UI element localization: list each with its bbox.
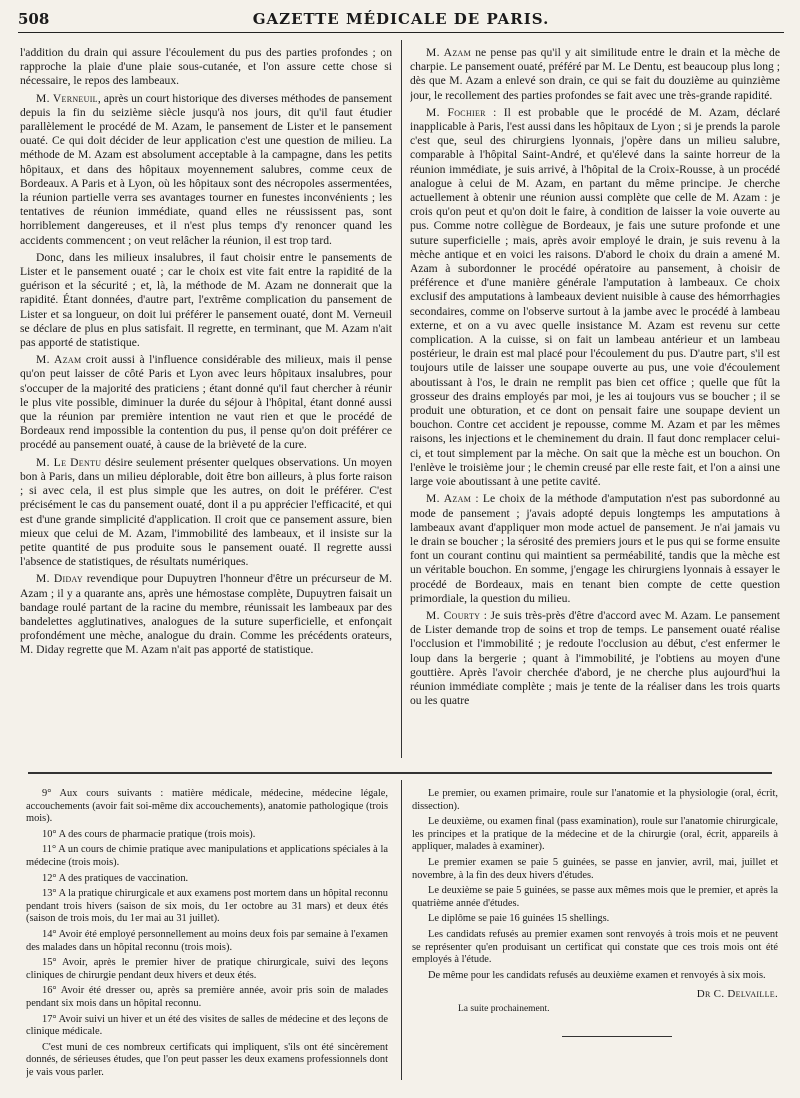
paragraph [20, 456, 392, 570]
list-item: 9° Aux cours suivants : matière médicale, médecine, médecine légale, accouchements (avoir fait soi-même dix accouchements), anatomie pathologique (trois mois). [26, 788, 388, 825]
paragraph: Donc, dans les milieux insalubres, il faut choisir entre le pansements de Lister et le pansement ouaté ; car le choix est vite fait entre la rapidité de la guérison et la sécurité ; et, là, la méthode de M. Azam ne donnerait que la rapidité. Étant données, d'autre part, l'extrême complication du pansement de Lister et sa longueur, on doit lui préférer le pansement ouaté, dont M. Verneuil se déclare de plus en plus satisfait. Il regrette, en terminant, que M. Azam n'ait pas apporté de statistique. [20, 250, 392, 350]
paragraph [410, 46, 780, 103]
paragraph: Le diplôme se paie 16 guinées 15 shellings. [428, 913, 610, 925]
paragraph [410, 492, 780, 606]
closing-paragraph: C'est muni de ces nombreux certificats qui impliquent, s'ils ont été sincèrement donnés, de sérieuses études, que l'on peut passer les deux examens professionnels dont je vais vous parler. [26, 1041, 388, 1078]
paragraph [410, 106, 780, 489]
list-item: 15° Avoir, après le premier hiver de pratique chirurgicale, suivi des leçons cliniques de chirurgie pendant deux hivers et deux étés. [26, 957, 388, 981]
section-divider [28, 772, 772, 774]
paragraph: Le deuxième se paie 5 guinées, se passe aux mêmes mois que le premier, et après la quatrième année d'études. [412, 885, 778, 909]
paragraph: De même pour les candidats refusés au deuxième examen et renvoyés à six mois. [428, 969, 766, 981]
speaker-name: M. Verneuil [36, 91, 98, 105]
end-rule [562, 1036, 672, 1038]
list-item: 16° Avoir été dresser ou, après sa première année, avoir pris soin de malades pendant six mois dans un hôpital reconnu. [26, 985, 388, 1009]
speaker-text: : Je suis très-près d'être d'accord avec M. Azam. Le pansement de Lister demande trop de soins et trop de temps. Le pansement ouaté réalise l'occlusion et l'immobilité ; je redoute l'occlusion au début, c'est enfermer le loup dans la bergerie ; quant à l'immobilité, je l'obtiens au moyen d'une gouttière. Après l'avoir cherchée d'abord, je ne cherche plus aujourd'hui la réunion immédiate complète ; mais je tente de la réaliser dans les trois quarts ou les quatre [410, 608, 780, 708]
speaker-text: : Il est probable que le procédé de M. Azam, déclaré inapplicable à Paris, l'est aussi dans les hôpitaux de Lyon ; si je prends la parole c'est que, seul des chirurgiens lyonnais, j'opère dans un milieu salubre, comparable à l'hôpital Saint-André, et qu'élevé dans la sainte horreur de la réunion immédiate, je suis arrivé, à l'hôpital de la Croix-Rousse, à un procédé analogue à celui de M. Azam, en partant du même principe. Je cherche actuellement à obtenir une réunion aussi complète que celle de M. Azam : je crois qu'on peut et qu'on doit le faire, à condition de laisser la voie ouverte au pus. Comme notre collègue de Bordeaux, je fais une suture profonde et une suture superficielle ; mais, après avoir employé le drain, je suis revenu à la mèche antique et en voici les raisons. D'abord le choix du drain a amené M. Azam à subordonner le procédé opératoire au pansement, à choisir de préférence et d'une manière générale l'amputation à lambeaux. Ce choix exclusif des amputations à lambeaux devient nuisible à cause des hémorrhagies secondaires, comme on l'observe surtout à la jambe avec le procédé à lambeau externe, et on a vu avec quelle insistance M. Azam est revenu sur cette complication. A la cuisse, si on fait un lambeau antérieur et un lambeau postérieur, le drain est mal placé pour l'écoulement du pus. D'autre part, s'il est toujours utile de laisser une soupape ouverte au pus, une voie d'écoulement aboutissant à l'os, le drain ne remplit pas bien cet office ; quelle que fût la grosseur des drains employés par moi, je les ai toujours vus se boucher ; il se produit une obturation, et ce dont on pensait faire une soupape devient un bouchon. Contre cet accident je repousse, comme M. Azam et par les mêmes raisons, les injections et le cheminement du drain. Il faut donc remplacer celui-ci, et tout simplement par la mèche. On sait que la mèche est un bouchon. On l'enlève le troisième jour ; le chemin creusé par elle reste fait, et l'on a ainsi une large voie aboutissant à une petite cavité. [410, 105, 780, 489]
paragraph [20, 353, 392, 452]
column-divider-top [401, 40, 402, 758]
speaker-name: M. Diday [36, 572, 83, 586]
paragraph: l'addition du drain qui assure l'écoulement du pus des parties profondes ; on rapproche la plaie d'une plaie sous-cutanée, et l'on assure cette chose si nécessaire, le repos des lambeaux. [20, 46, 392, 88]
paragraph [410, 609, 780, 708]
list-item: 17° Avoir suivi un hiver et un été des visites de salles de médecine et des leçons de clinique médicale. [26, 1013, 388, 1038]
speaker-name: M. Fochier [426, 105, 486, 119]
paragraph: Les candidats refusés au premier examen sont renvoyés à trois mois et ne peuvent se représenter qu'en produisant un certificat qui constate que ces trois mois ont été employés à l'étude. [412, 928, 778, 966]
lower-right-column [412, 788, 778, 1088]
paragraph: Le premier examen se paie 5 guinées, se passe en janvier, avril, mai, juillet et novembre, à la fin des deux hivers d'études. [412, 856, 778, 881]
page-number: 508 [18, 10, 50, 28]
speaker-name: M. Courty [426, 608, 481, 622]
list-item: 11° A un cours de chimie pratique avec manipulations et applications spéciales à la médecine (trois mois). [26, 844, 388, 868]
column-divider-bottom [401, 780, 402, 1080]
continuation-note: La suite prochainement. [458, 1003, 550, 1014]
list-item: 12° A des pratiques de vaccination. [42, 872, 189, 884]
author-signature: Dr C. Delvaille. [696, 988, 778, 1001]
speaker-name: M. Azam [426, 492, 472, 506]
page-header [18, 8, 784, 33]
paragraph: Le premier, ou examen primaire, roule sur l'anatomie et la physiologie (oral, écrit, dissection). [412, 788, 778, 812]
upper-right-column [410, 46, 780, 758]
paragraph [20, 92, 392, 248]
lower-left-column [26, 788, 388, 1088]
paragraph [20, 572, 392, 657]
speaker-text: croit aussi à l'influence considérable des milieux, mais il pense qu'on peut laisser de côté Paris et Lyon avec leurs hôpitaux insalubres, pour s'occuper de la majorité des praticiens ; étant donné qu'il faut chercher à réunir le plus vite possible, diminuer la durée du séjour à l'hôpital, étant donné aussi que la réunion par première intention ne vaut rien et que le procédé de Bordeaux rend impossible la contention du pus, il pense qu'on doit préférer ce procédé au pansement ouaté, à cause de la brièveté de la cure. [20, 353, 392, 452]
speaker-text: désire seulement présenter quelques observations. Un moyen bon à Paris, dans un milieu déplorable, doit être bon ailleurs, à plus forte raison ; si avec cela, il est plus simple que les autres, on doit le préférer. C'est précisément le cas du pansement ouaté, dont il a pu apprécier l'efficacité, et qui est d'une grande simplicité d'application. Il croit que ce pansement assure, bien mieux que celui de M. Azam, l'immobilité des lambeaux, et il insiste sur la petite quantité de pus produite sous le pansement ouaté. Il regrette aussi l'absence de statistiques, de résultats numériques. [20, 455, 392, 569]
upper-left-column [20, 46, 392, 758]
speaker-name: M. Azam [426, 46, 472, 59]
speaker-text: , après un court historique des diverses méthodes de pansement depuis la fin du seizième siècle jusqu'à nos jours, dit qu'il faut étudier parallèlement le procédé de M. Azam, le pansement de Lister et le pansement ouaté. Ce qui doit décider de leur application c'est une question de milieu. La méthode de M. Azam est absolument acceptable à la campagne, dans les petits hôpitaux, et dans des hôpitaux moyennement salubres, comme ceux de Bordeaux. A Paris et à Lyon, où les hôpitaux sont des nécropoles assermentées, la réunion partielle verra ses avantages tourner en funestes inconvénients ; les tentatives de réunion immédiate, quand elles ne réussissent pas, sont horriblement dangereuses, et il n'est plus temps d'y renoncer quand les accidents commencent ; on veut relâcher la réunion, il est trop tard. [20, 91, 392, 247]
speaker-name: M. Le Dentu [36, 455, 102, 469]
speaker-text: : Le choix de la méthode d'amputation n'est pas subordonné au mode de pansement ; j'avais adopté depuis longtemps les amputations à lambeaux avant d'appliquer mon mode actuel de pansement. Je n'ai jamais vu le drain se boucher ; la sérosité des premiers jours et le pus qui se forme ensuite font un courant continu qui maintient sa perméabilité, tandis que la mèche est un véritable bouchon. En somme, j'engage les chirurgiens lyonnais à essayer le procédé de Bordeaux, mais en tenant bien compte de cette question primordiale, la question du milieu. [410, 492, 780, 605]
paragraph: Le deuxième, ou examen final (pass examination), roule sur l'anatomie chirurgicale, les principes et la pratique de la médecine et de la chirurgie (oral, écrit, appareils à appliquer, malades à examiner). [412, 816, 778, 853]
speaker-text: revendique pour Dupuytren l'honneur d'être un précurseur de M. Azam ; il y a quarante ans, après une hémostase complète, Dupuytren faisait un bandage roulé partant de la racine du membre, réunissait les lambeaux par des bandelettes agglutinatives, analogues de la suture superficielle, et enfonçait profondément une mèche, analogue du drain. Comme les précédents orateurs, M. Diday regrette que M. Azam n'ait pas apporté de statistique. [20, 572, 392, 657]
list-item: 14° Avoir été employé personnellement au moins deux fois par semaine à l'examen des malades dans un hôpital reconnu (trois mois). [26, 928, 388, 953]
list-item: 10° A des cours de pharmacie pratique (trois mois). [42, 828, 256, 840]
journal-title: GAZETTE MÉDICALE DE PARIS. [252, 10, 550, 28]
list-item: 13° A la pratique chirurgicale et aux examens post mortem dans un hôpital reconnu pendant trois hivers (saison de six mois, du 1er octobre au 31 mars) et deux étés (saison de trois mois, du 1er mai au 31 juillet). [26, 888, 388, 925]
speaker-text: ne pense pas qu'il y ait similitude entre le drain et la mèche de charpie. Le pansement ouaté, préféré par M. Le Dentu, est beaucoup plus long ; dès que M. Azam a enlevé son drain, ce qui se fait du douzième au quinzième jour, le recollement des parties profondes se fait avec une très-grande rapidité. [410, 46, 780, 102]
speaker-name: M. Azam [36, 353, 82, 367]
